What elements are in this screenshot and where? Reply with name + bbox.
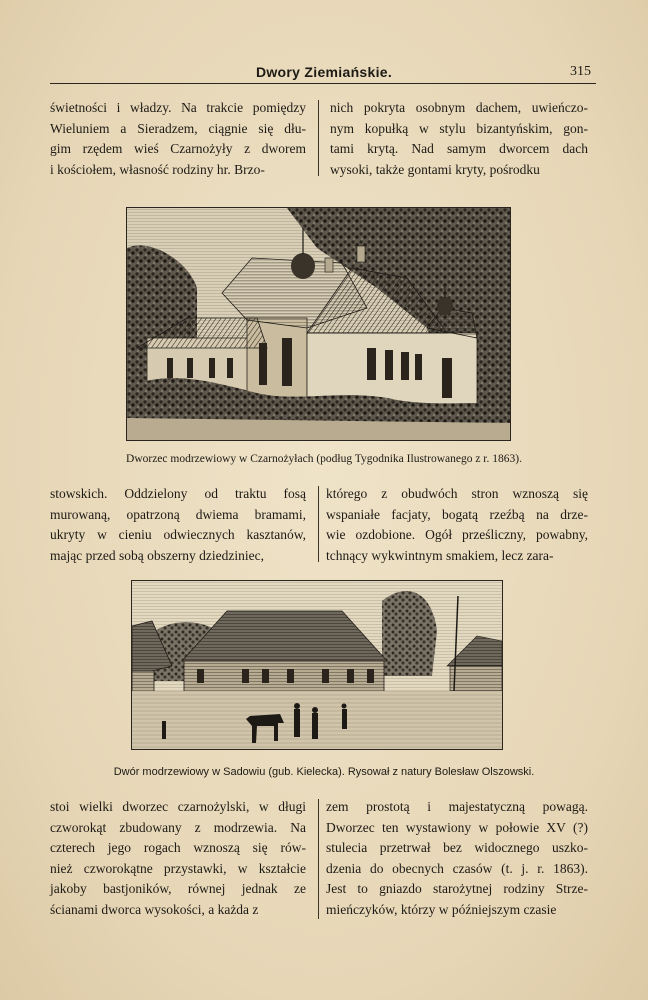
text-line: wysoki, także gontami kryty, pośrodku <box>330 161 540 177</box>
text-line: nym kopułką w stylu bizantyńskim, gon- <box>330 120 588 136</box>
text-column-right-2 <box>326 484 588 566</box>
column-divider <box>318 100 319 176</box>
text-line: Dworzec ten wystawiony w połowie XV (?) <box>326 819 588 835</box>
text-line: wie ozdobione. Ogół prześliczny, powabny, <box>326 527 588 542</box>
text-line: murowaną, opatrzoną dwiema bramami, <box>50 506 306 522</box>
text-line: mieńczyków, którzy w późniejszym czasie <box>326 901 557 917</box>
text-line: jakoby bastjoników, równej jednak ze <box>50 881 306 896</box>
page-number: 315 <box>570 64 591 79</box>
text-column-left-1 <box>50 98 306 180</box>
text-line: Wieluniem a Sieradzem, ciągnie się dłu- <box>50 120 306 136</box>
text-line: stoi wielki dworzec czarnożylski, w długi <box>50 799 306 814</box>
text-line: Jest to gniazdo starożytnej rodziny Strze- <box>326 881 588 896</box>
engraving-sadowie <box>131 580 503 750</box>
text-line: ukryty w cieniu odwiecznych kasztanów, <box>50 527 306 542</box>
figure-caption-2: Dwór modrzewiowy w Sadowiu (gub. Kielecka). Rysował z natury Bolesław Olszowski. <box>113 766 535 778</box>
figure-caption-1: Dworzec modrzewiowy w Czarnożyłach (podług Tygodnika Ilustrowanego z r. 1863). <box>126 453 522 465</box>
engraving-czarnozyly <box>126 207 511 441</box>
text-line: stowskich. Oddzielony od traktu fosą <box>50 486 306 501</box>
text-column-left-2 <box>50 484 306 566</box>
text-column-right-1 <box>330 98 588 180</box>
text-line: dzenia do obecnych czasów (t. j. r. 1863). <box>326 860 588 876</box>
text-line: nież czworokątne przystawki, w kształcie <box>50 860 306 876</box>
text-line: gim rzędem wieś Czarnożyły z dworem <box>50 141 306 156</box>
text-line: nich pokryta osobnym dachem, uwieńczo- <box>330 100 588 115</box>
text-line: wspaniałe facjaty, bogatą rzeźbą na drze- <box>326 506 588 522</box>
text-line: tchnący wykwintnym smakiem, lecz zara- <box>326 547 554 563</box>
text-line: i kościołem, własność rodziny hr. Brzo- <box>50 161 265 177</box>
text-line: tami krytą. Nad samym dworcem dach <box>330 141 588 156</box>
text-line: którego z obudwóch stron wznoszą się <box>326 486 588 501</box>
text-line: mając przed sobą obszerny dziedziniec, <box>50 547 265 563</box>
text-line: zem prostotą i majestatyczną powagą. <box>326 799 588 814</box>
running-header-title: Dwory Ziemiańskie. <box>255 64 393 80</box>
text-line: ścianami dworca wysokości, a każda z <box>50 901 259 917</box>
text-line: czworokąt zbudowany z modrzewia. Na <box>50 819 306 835</box>
text-column-right-3 <box>326 797 588 920</box>
column-divider <box>318 486 319 562</box>
header-rule <box>50 83 596 84</box>
text-line: stulecia przetrwał bez widocznego uszko- <box>326 840 588 855</box>
text-line: świetności i władzy. Na trakcie pomiędzy <box>50 100 306 115</box>
column-divider <box>318 799 319 919</box>
engraving-illustration <box>127 208 510 440</box>
engraving-illustration <box>132 581 502 749</box>
text-column-left-3 <box>50 797 306 920</box>
text-line: czterech jego rogach wznoszą się rów- <box>50 840 306 855</box>
